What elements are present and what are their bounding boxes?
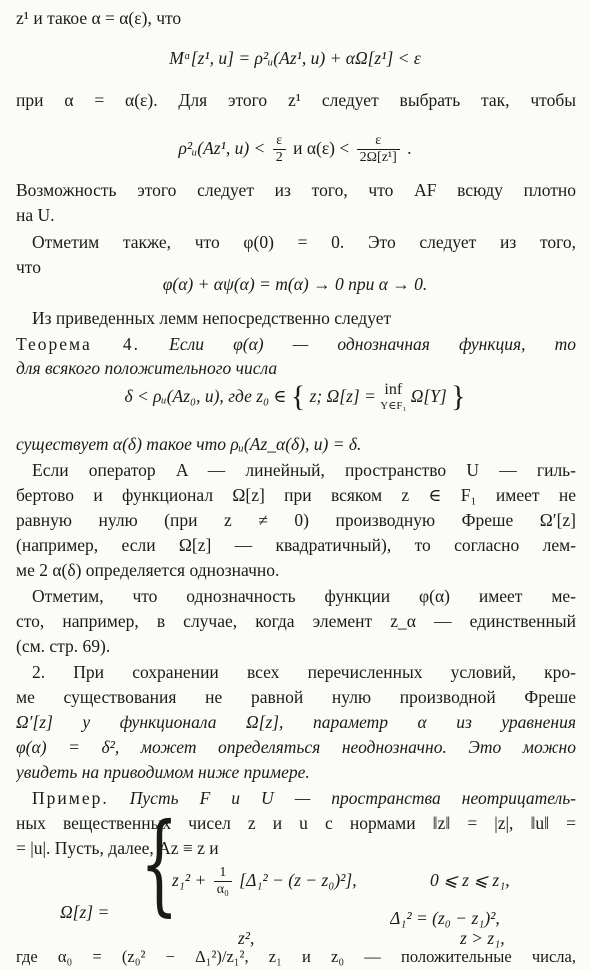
inf-subscript: Y∈F₁	[380, 400, 407, 412]
formula-part: ρᵤ(Az_α(δ), u) = δ.	[230, 434, 362, 454]
fraction-denominator: 2Ω[z¹]	[359, 150, 397, 166]
formula-conditions	[0, 128, 590, 168]
formula-part: [Δ₁² − (z − z₀)²],	[239, 870, 357, 890]
fraction	[214, 865, 232, 898]
text-line: = |u|. Пусть, далее, Az ≡ z и	[16, 838, 219, 858]
piecewise-brace-glyph: {	[140, 799, 179, 927]
text-line: (например, если Ω[z] — квадратичный), то согласно лем-	[16, 535, 576, 555]
fraction-numerator: ε	[273, 133, 286, 150]
formula-part: z; Ω[z] =	[309, 386, 376, 406]
formula-part: z₀ ∈	[256, 386, 287, 406]
italic-line	[16, 760, 576, 785]
piecewise-condition-1	[430, 868, 580, 893]
formula-part: δ < ρᵤ(Az₀, u),	[124, 386, 224, 406]
text-line: ных вещественных чисел z и u с нормами ‖z‖ = |z|, ‖u‖ =	[16, 813, 576, 833]
formula-part: Δ₁² = (z₀ − z₁)²,	[390, 908, 500, 928]
formula-part: z₁² +	[172, 870, 207, 890]
theorem-text: Если φ(α) — однозначная функция, то	[169, 334, 576, 354]
text-line: z¹ и такое α = α(ε), что	[16, 8, 182, 28]
right-brace-glyph: }	[451, 380, 466, 413]
text-line: (см. стр. 69).	[16, 636, 111, 656]
formula-text: Mᵅ[z¹, u] = ρ²ᵤ(Az¹, u) + αΩ[z¹] < ε	[169, 48, 421, 68]
fraction	[357, 133, 400, 166]
formula-delta	[0, 380, 590, 420]
text-line: бертово и функционал Ω[z] при всяком z ∈ F₁ имеет не	[16, 485, 576, 505]
formula-text: Ω[z] =	[60, 902, 110, 922]
italic-line	[16, 735, 576, 760]
formula-part: z > z₁,	[460, 928, 505, 948]
text-line: Отметим, что однозначность функции φ(α) имеет ме-	[32, 586, 576, 606]
fraction-denominator: α₀	[216, 882, 229, 898]
theorem-label: Теорема 4.	[16, 334, 141, 354]
italic-line	[16, 710, 576, 735]
fraction-numerator: ε	[357, 133, 400, 150]
text-line: где α₀ = (z₀² − Δ₁²)/z₁², z₁ и z₀ — положительные числа,	[16, 947, 576, 966]
theorem-text: существует α(δ) такое что	[16, 434, 227, 454]
text-line: 2. При сохранении всех перечисленных условий, кро-	[32, 662, 576, 682]
formula-part: Ω[Y]	[410, 386, 447, 406]
fraction-denominator: 2	[275, 150, 283, 166]
theorem-text-line	[16, 432, 576, 457]
fraction-numerator: 1	[214, 865, 232, 882]
formula-text: φ(α) + αψ(α) = m(α) → 0 при α → 0.	[162, 274, 428, 294]
example-label: Пример.	[32, 788, 109, 808]
text-line: при α = α(ε). Для этого z¹ следует выбрать так, чтобы	[16, 90, 576, 110]
text-line: Возможность этого следует из того, что AF всюду плотно	[16, 180, 576, 200]
italic-text: увидеть на приводимом ниже примере.	[16, 762, 310, 782]
text-line: Отметим также, что φ(0) = 0. Это следует из того,	[32, 232, 576, 252]
text-line: что	[16, 257, 41, 277]
piecewise-case-1	[172, 862, 422, 898]
text-line: на U.	[16, 205, 55, 225]
theorem-text: для всякого положительного числа	[16, 358, 278, 378]
italic-text: φ(α) = δ², может определяться неоднозначно. Это можно	[16, 737, 576, 757]
text-line: равную нулю (при z ≠ 0) производную Фреше Ω′[z]	[16, 510, 576, 530]
theorem-4	[16, 332, 576, 357]
theorem-text-line	[16, 356, 576, 381]
formula-phi-limit	[0, 272, 590, 297]
infimum	[380, 380, 406, 412]
text-line: сто, например, в случае, когда элемент z_α — единственный	[16, 611, 576, 631]
left-brace-glyph: {	[290, 380, 306, 413]
formula-part: .	[407, 138, 412, 158]
formula-part: ρ²ᵤ(Az¹, u) <	[178, 138, 266, 158]
piecewise-lhs	[60, 900, 150, 925]
italic-text: Ω′[z] у функционала Ω[z], параметр α из уравнения	[16, 712, 576, 732]
formula-part: 0 ⩽ z ⩽ z₁,	[430, 870, 510, 890]
formula-part: где	[228, 386, 252, 406]
text-line: ме существования не равной нулю производной Фреше	[16, 687, 576, 707]
fraction	[273, 133, 286, 166]
text-line: Из приведенных лемм непосредственно следует	[32, 308, 392, 328]
formula-part: и α(ε) <	[293, 138, 350, 158]
text-line: ме 2 α(δ) определяется однозначно.	[16, 560, 280, 580]
formula-part: z²,	[238, 928, 255, 948]
formula-m-alpha	[0, 46, 590, 71]
text-line: Если оператор A — линейный, пространство U — гиль-	[32, 460, 576, 480]
example-text: Пусть F и U — пространства неотрицатель-	[129, 788, 576, 808]
example-line	[32, 786, 576, 811]
inf-text: inf	[384, 381, 403, 398]
